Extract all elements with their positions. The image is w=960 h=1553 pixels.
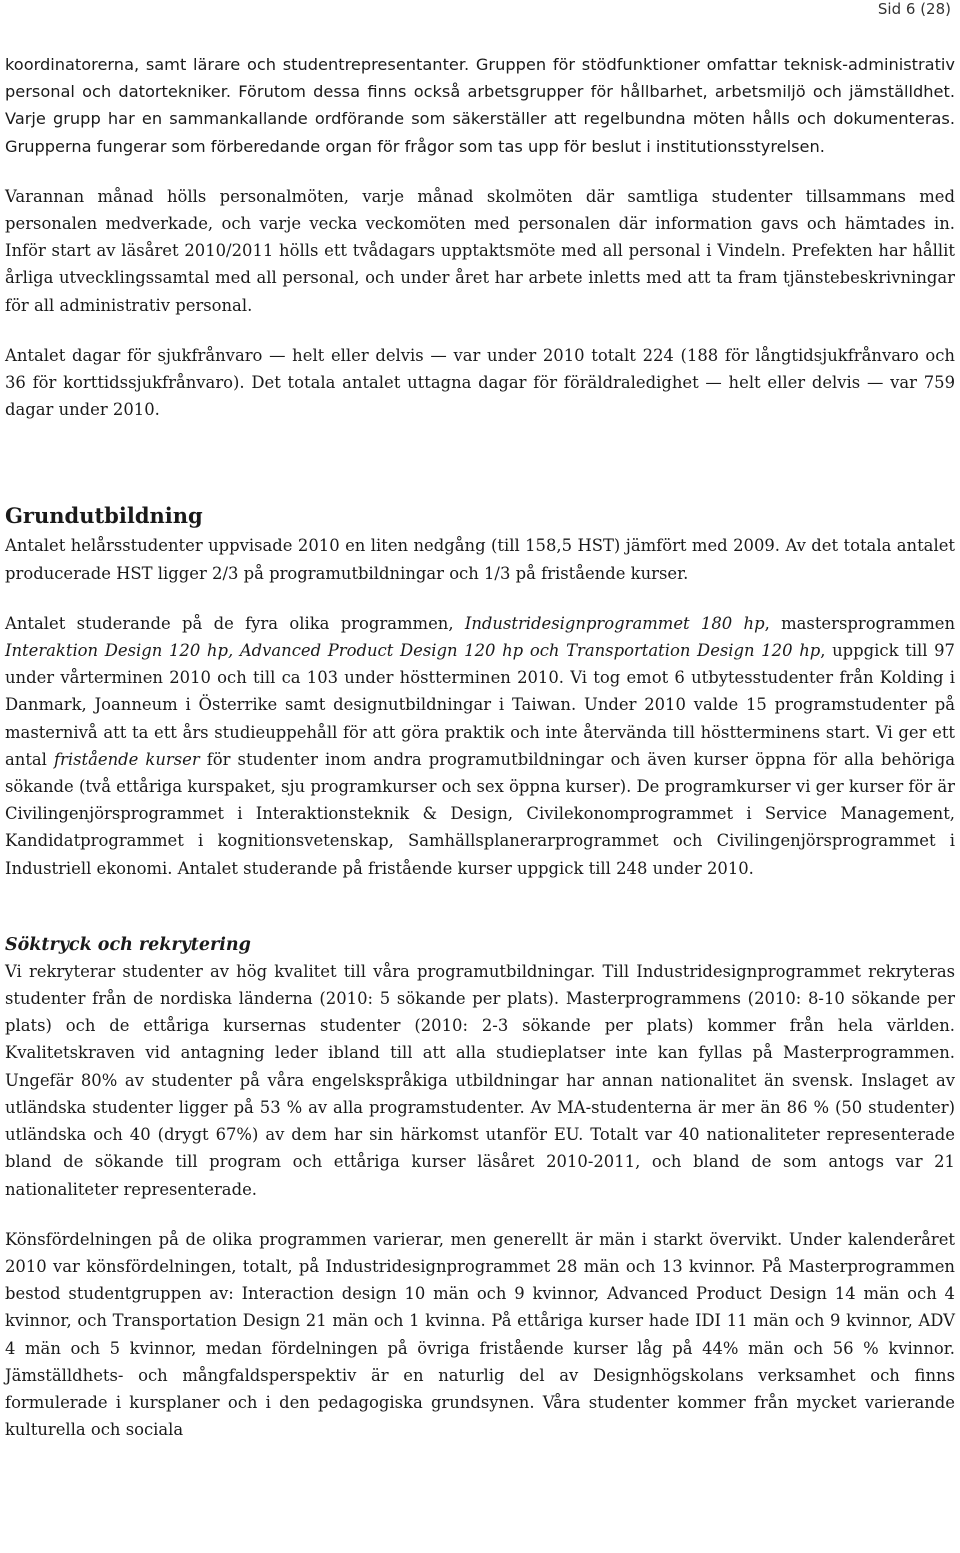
paragraph-programs bbox=[5, 610, 955, 882]
page-number: Sid 6 (28) bbox=[877, 0, 951, 18]
section-heading-soktryck: Söktryck och rekrytering bbox=[5, 934, 251, 955]
paragraph-staff-meetings bbox=[5, 183, 955, 319]
text-segment: Könsfördelningen på de olika programmen varierar, men generellt är män i starkt övervikt. Under kalenderåret 2010 var könsfördelningen, totalt, på Industridesignprogrammet 28 män och 13 kvinnor. På Masterprogrammen bestod studentgruppen av: Interaction design 10 män och 9 kvinnor, Advanced Product Design 14 män och 4 kvinnor, och Transportation Design 21 män och 1 kvinna. På ettåriga kurser hade IDI 11 män och 9 kvinnor, ADV 4 män och 5 kvinnor, medan fördelningen på övriga fristående kurser låg på 44% män och 56 % kvinnor. Jämställdhets- och mångfaldsperspektiv är en naturlig del av Designhögskolans verksamhet och finns formulerade i kursplaner och i den pedagogiska grundsynen. Våra studenter kommer från mycket varierande kulturella och sociala bbox=[5, 1229, 955, 1440]
text-segment: , uppgick till 97 under vårterminen 2010 och till ca 103 under höstterminen 2010. Vi tog emot 6 utbytesstudenter från Kolding i Danmark, Joanneum i Österrike samt designutbildningar i Taiwan. Under 2010 valde 15 programstudenter på masternivå att ta ett års studieuppehåll för att göra praktik och inte återvända till höstterminens start. Vi ger ett antal bbox=[5, 641, 955, 769]
section-heading-grundutbildning: Grundutbildning bbox=[5, 503, 203, 529]
emphasized-text: Interaktion Design 120 hp, Advanced Product Design 120 hp och Transportation Design 120 hp bbox=[5, 641, 821, 661]
text-segment: koordinatorerna, samt lärare och studentrepresentanter. Gruppen för stödfunktioner omfattar teknisk-administrativ personal och datortekniker. Förutom dessa finns också arbetsgrupper för hållbarhet, arbetsmiljö och jämställdhet. Varje grupp har en sammankallande ordförande som säkerställer att regelbundna möten hålls och dokumenteras. Grupperna fungerar som förberedande organ för frågor som tas upp för beslut i institutionsstyrelsen. bbox=[5, 55, 955, 156]
paragraph-gender-distribution bbox=[5, 1226, 955, 1444]
text-segment: Antalet studerande på de fyra olika programmen, bbox=[5, 613, 465, 633]
text-segment: för studenter inom andra programutbildningar och även kurser öppna för alla behöriga sökande (två ettåriga kurspaket, sju programkurser och sex öppna kurser). De programkurser vi ger kurser för är Civilingenjörsprogrammet i Interaktionsteknik & Design, Civilekonomprogrammet i Service Management, Kandidatprogrammet i kognitionsvetenskap, Samhällsplanerarprogrammet och Civilingenjörsprogrammet i Industriell ekonomi. Antalet studerande på fristående kurser uppgick till 248 under 2010. bbox=[5, 749, 956, 878]
paragraph-recruitment bbox=[5, 958, 955, 1203]
emphasized-text: fristående kurser bbox=[53, 749, 200, 769]
paragraph-sick-leave bbox=[5, 342, 955, 424]
text-segment: Antalet helårsstudenter uppvisade 2010 en liten nedgång (till 158,5 HST) jämfört med 2009. Av det totala antalet producerade HST ligger 2/3 på programutbildningar och 1/3 på fristående kurser. bbox=[5, 536, 955, 583]
text-segment: Antalet dagar för sjukfrånvaro — helt eller delvis — var under 2010 totalt 224 (188 för långtidsjukfrånvaro och 36 för korttidssjukfrånvaro). Det totala antalet uttagna dagar för föräldraledighet — helt eller delvis — var 759 dagar under 2010. bbox=[5, 345, 955, 420]
text-segment: Varannan månad hölls personalmöten, varje månad skolmöten där samtliga studenter tillsammans med personalen medverkade, och varje vecka veckomöten med personalen där information gavs och hämtades in. Inför start av läsåret 2010/2011 hölls ett tvådagars upptaktsmöte med all personal i Vindeln. Prefekten har hållit årliga utvecklingssamtal med all personal, och under året har arbete inletts med att ta fram tjänstebeskrivningar för all administrativ personal. bbox=[5, 186, 955, 315]
document-body bbox=[5, 51, 955, 1443]
emphasized-text: Industridesignprogrammet 180 hp bbox=[464, 613, 765, 633]
text-segment: Vi rekryterar studenter av hög kvalitet till våra programutbildningar. Till Industridesignprogrammet rekryteras studenter från de nordiska länderna (2010: 5 sökande per plats). Masterprogrammens (2010: 8-10 sökande per plats) och de ettåriga kursernas studenter (2010: 2-3 sökande per plats) kommer från hela världen. Kvalitetskraven vid antagning leder ibland till att alla studieplatser inte kan fyllas på Masterprogrammen. Ungefär 80% av studenter på våra engelskspråkiga utbildningar har annan nationalitet än svensk. Inslaget av utländska studenter ligger på 53 % av alla programstudenter. Av MA-studenterna är mer än 86 % (50 studenter) utländska och 40 (drygt 67%) av dem har sin härkomst utanför EU. Totalt var 40 nationaliteter representerade bland de sökande till program och ettåriga kurser läsåret 2010-2011, och bland de som antogs var 21 nationaliteter representerade. bbox=[5, 961, 955, 1199]
paragraph-hst bbox=[5, 532, 955, 586]
text-segment: , mastersprogrammen bbox=[764, 613, 955, 633]
paragraph-working-groups bbox=[5, 51, 955, 160]
